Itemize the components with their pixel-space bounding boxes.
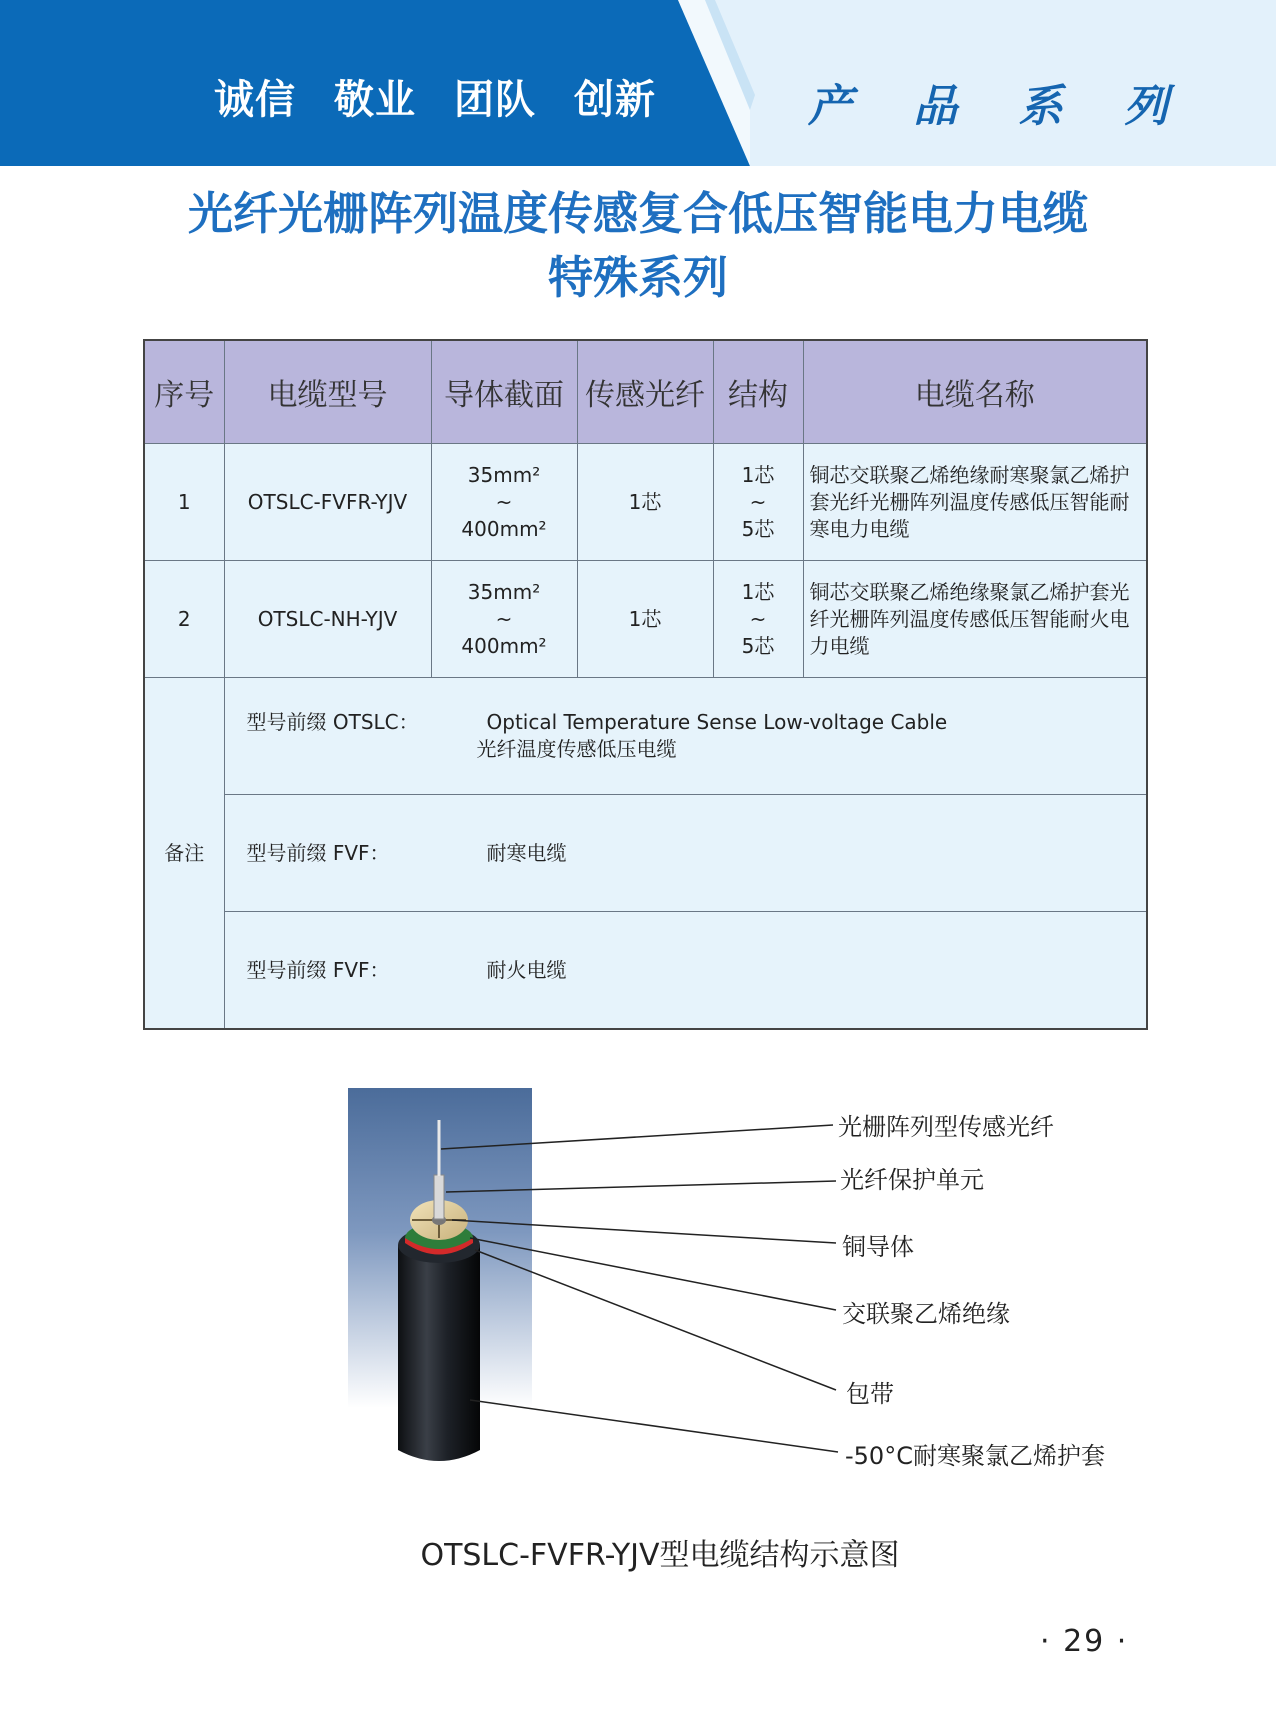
series-heading — [808, 70, 1168, 134]
cell-structure — [713, 444, 803, 561]
cell-no: 2 — [144, 561, 224, 678]
header-section: 导体截面 — [431, 340, 577, 444]
cell-fiber: 1芯 — [577, 561, 713, 678]
diagram-caption: OTSLC-FVFR-YJV型电缆结构示意图 — [420, 1538, 900, 1573]
note-item — [224, 912, 1147, 1030]
note-value: Optical Temperature Sense Low-voltage Cable — [486, 710, 948, 734]
section-min: 35mm² — [467, 579, 541, 604]
note-item — [224, 678, 1147, 795]
page-number: · 29 · — [1040, 1624, 1129, 1659]
cell-cable-name — [803, 561, 1147, 678]
page-title — [0, 182, 1276, 310]
name-line: 铜芯交联聚乙烯绝缘耐寒聚氯乙烯护 — [809, 462, 1130, 487]
cell-no: 1 — [144, 444, 224, 561]
cell-model: OTSLC-NH-YJV — [224, 561, 431, 678]
cell-cable-name — [803, 444, 1147, 561]
header-no: 序号 — [144, 340, 224, 444]
notes-label: 备注 — [144, 678, 224, 1030]
title-line-1: 光纤光栅阵列温度传感复合低压智能电力电缆 — [187, 187, 1088, 240]
table-row — [144, 444, 1147, 561]
name-line: 力电缆 — [809, 633, 870, 658]
callout-jacket: -50°C耐寒聚氯乙烯护套 — [845, 1442, 1105, 1470]
slogan-word: 团队 — [454, 77, 536, 123]
section-sep: ~ — [495, 606, 513, 631]
note-item — [224, 795, 1147, 912]
slogan-word: 创新 — [574, 77, 656, 123]
name-line: 套光纤光栅阵列温度传感低压智能耐 — [809, 489, 1130, 514]
cell-structure — [713, 561, 803, 678]
note-value: 耐寒电缆 — [486, 840, 567, 865]
cable-diagram — [0, 1080, 1276, 1500]
note-label: 型号前缀 OTSLC： — [246, 710, 419, 734]
cell-fiber: 1芯 — [577, 444, 713, 561]
header-name: 电缆名称 — [803, 340, 1147, 444]
series-char: 产 — [808, 81, 852, 132]
series-char: 列 — [1123, 81, 1168, 132]
fiber-protection-unit — [434, 1175, 444, 1219]
note-value-zh: 光纤温度传感低压电缆 — [476, 737, 677, 761]
callout-insulation: 交联聚乙烯绝缘 — [842, 1300, 1010, 1328]
header-structure: 结构 — [713, 340, 803, 444]
header-fiber: 传感光纤 — [577, 340, 713, 444]
section-min: 35mm² — [467, 462, 541, 487]
structure-min: 1芯 — [741, 462, 775, 487]
structure-max: 5芯 — [741, 633, 775, 658]
section-sep: ~ — [495, 489, 513, 514]
slogan — [0, 68, 745, 125]
notes-row — [144, 795, 1147, 912]
notes-row — [144, 678, 1147, 795]
header-model: 电缆型号 — [224, 340, 431, 444]
structure-max: 5芯 — [741, 516, 775, 541]
name-line: 纤光栅阵列温度传感低压智能耐火电 — [809, 606, 1130, 631]
note-label: 型号前缀 FVF： — [246, 957, 390, 982]
table-row — [144, 561, 1147, 678]
spec-table — [143, 339, 1148, 1030]
callout-protection: 光纤保护单元 — [840, 1166, 984, 1194]
structure-min: 1芯 — [741, 579, 775, 604]
jacket-layer — [398, 1245, 480, 1461]
cell-section — [431, 561, 577, 678]
slogan-word: 敬业 — [334, 77, 416, 123]
series-char: 系 — [1018, 81, 1063, 132]
section-max: 400mm² — [461, 633, 547, 658]
notes-row — [144, 912, 1147, 1030]
callout-tape: 包带 — [846, 1380, 894, 1408]
header-banner — [0, 0, 1276, 166]
name-line: 寒电力电缆 — [809, 516, 910, 541]
table-header-row — [144, 340, 1147, 444]
name-line: 铜芯交联聚乙烯绝缘聚氯乙烯护套光 — [809, 579, 1130, 604]
structure-sep: ~ — [749, 606, 767, 631]
callout-fiber: 光栅阵列型传感光纤 — [838, 1113, 1054, 1141]
note-label: 型号前缀 FVF： — [246, 840, 390, 865]
section-max: 400mm² — [461, 516, 547, 541]
slogan-word: 诚信 — [214, 77, 296, 123]
cell-section — [431, 444, 577, 561]
structure-sep: ~ — [749, 489, 767, 514]
series-char: 品 — [913, 81, 958, 132]
callout-copper: 铜导体 — [842, 1233, 914, 1261]
cell-model: OTSLC-FVFR-YJV — [224, 444, 431, 561]
note-value: 耐火电缆 — [486, 957, 567, 982]
title-line-2: 特殊系列 — [547, 251, 728, 304]
